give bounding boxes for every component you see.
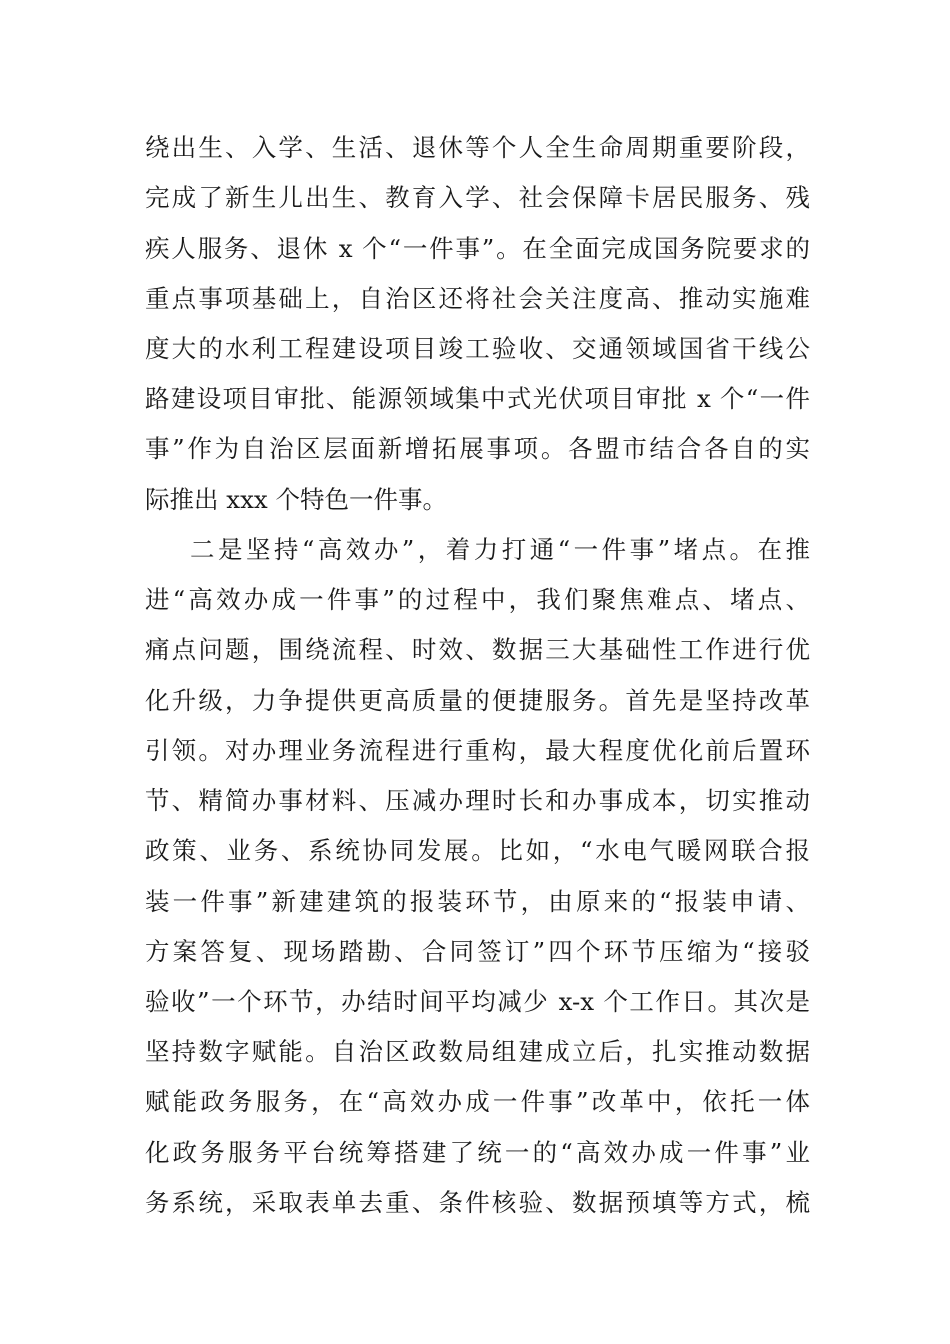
text-line: 政策、业务、系统协同发展。比如，“水电气暖网联合报	[145, 836, 810, 865]
text-line: 引领。对办理业务流程进行重构，最大程度优化前后置环	[145, 736, 810, 765]
text-line: 赋能政务服务，在“高效办成一件事”改革中，依托一体	[145, 1087, 810, 1116]
text-line: 疾人服务、退休 x 个“一件事”。在全面完成国务院要求的	[145, 234, 810, 263]
text-line: 完成了新生儿出生、教育入学、社会保障卡居民服务、残	[145, 183, 810, 212]
text-line: 方案答复、现场踏勘、合同签订”四个环节压缩为“接驳	[145, 937, 810, 966]
text-line: 度大的水利工程建设项目竣工验收、交通领域国省干线公	[145, 334, 810, 363]
text-line: 事”作为自治区层面新增拓展事项。各盟市结合各自的实	[145, 434, 810, 463]
text-line: 节、精简办事材料、压减办理时长和办事成本，切实推动	[145, 786, 810, 815]
text-line: 坚持数字赋能。自治区政数局组建成立后，扎实推动数据	[145, 1037, 810, 1066]
text-line: 验收”一个环节，办结时间平均减少 x-x 个工作日。其次是	[145, 987, 810, 1016]
text-line: 化升级，力争提供更高质量的便捷服务。首先是坚持改革	[145, 686, 810, 715]
text-line: 路建设项目审批、能源领域集中式光伏项目审批 x 个“一件	[145, 384, 810, 413]
text-line: 务系统，采取表单去重、条件核验、数据预填等方式，梳	[145, 1188, 810, 1217]
text-line: 际推出 xxx 个特色一件事。	[145, 485, 448, 514]
text-line: 重点事项基础上，自治区还将社会关注度高、推动实施难	[145, 284, 810, 313]
text-line: 装一件事”新建建筑的报装环节，由原来的“报装申请、	[145, 887, 810, 916]
text-line: 进“高效办成一件事”的过程中，我们聚焦难点、堵点、	[145, 585, 810, 614]
text-line: 痛点问题，围绕流程、时效、数据三大基础性工作进行优	[145, 635, 810, 664]
paragraph-first-line: 二是坚持“高效办”，着力打通“一件事”堵点。在推	[190, 535, 810, 564]
text-line: 化政务服务平台统筹搭建了统一的“高效办成一件事”业	[145, 1138, 810, 1167]
text-line: 绕出生、入学、生活、退休等个人全生命周期重要阶段，	[145, 133, 810, 162]
